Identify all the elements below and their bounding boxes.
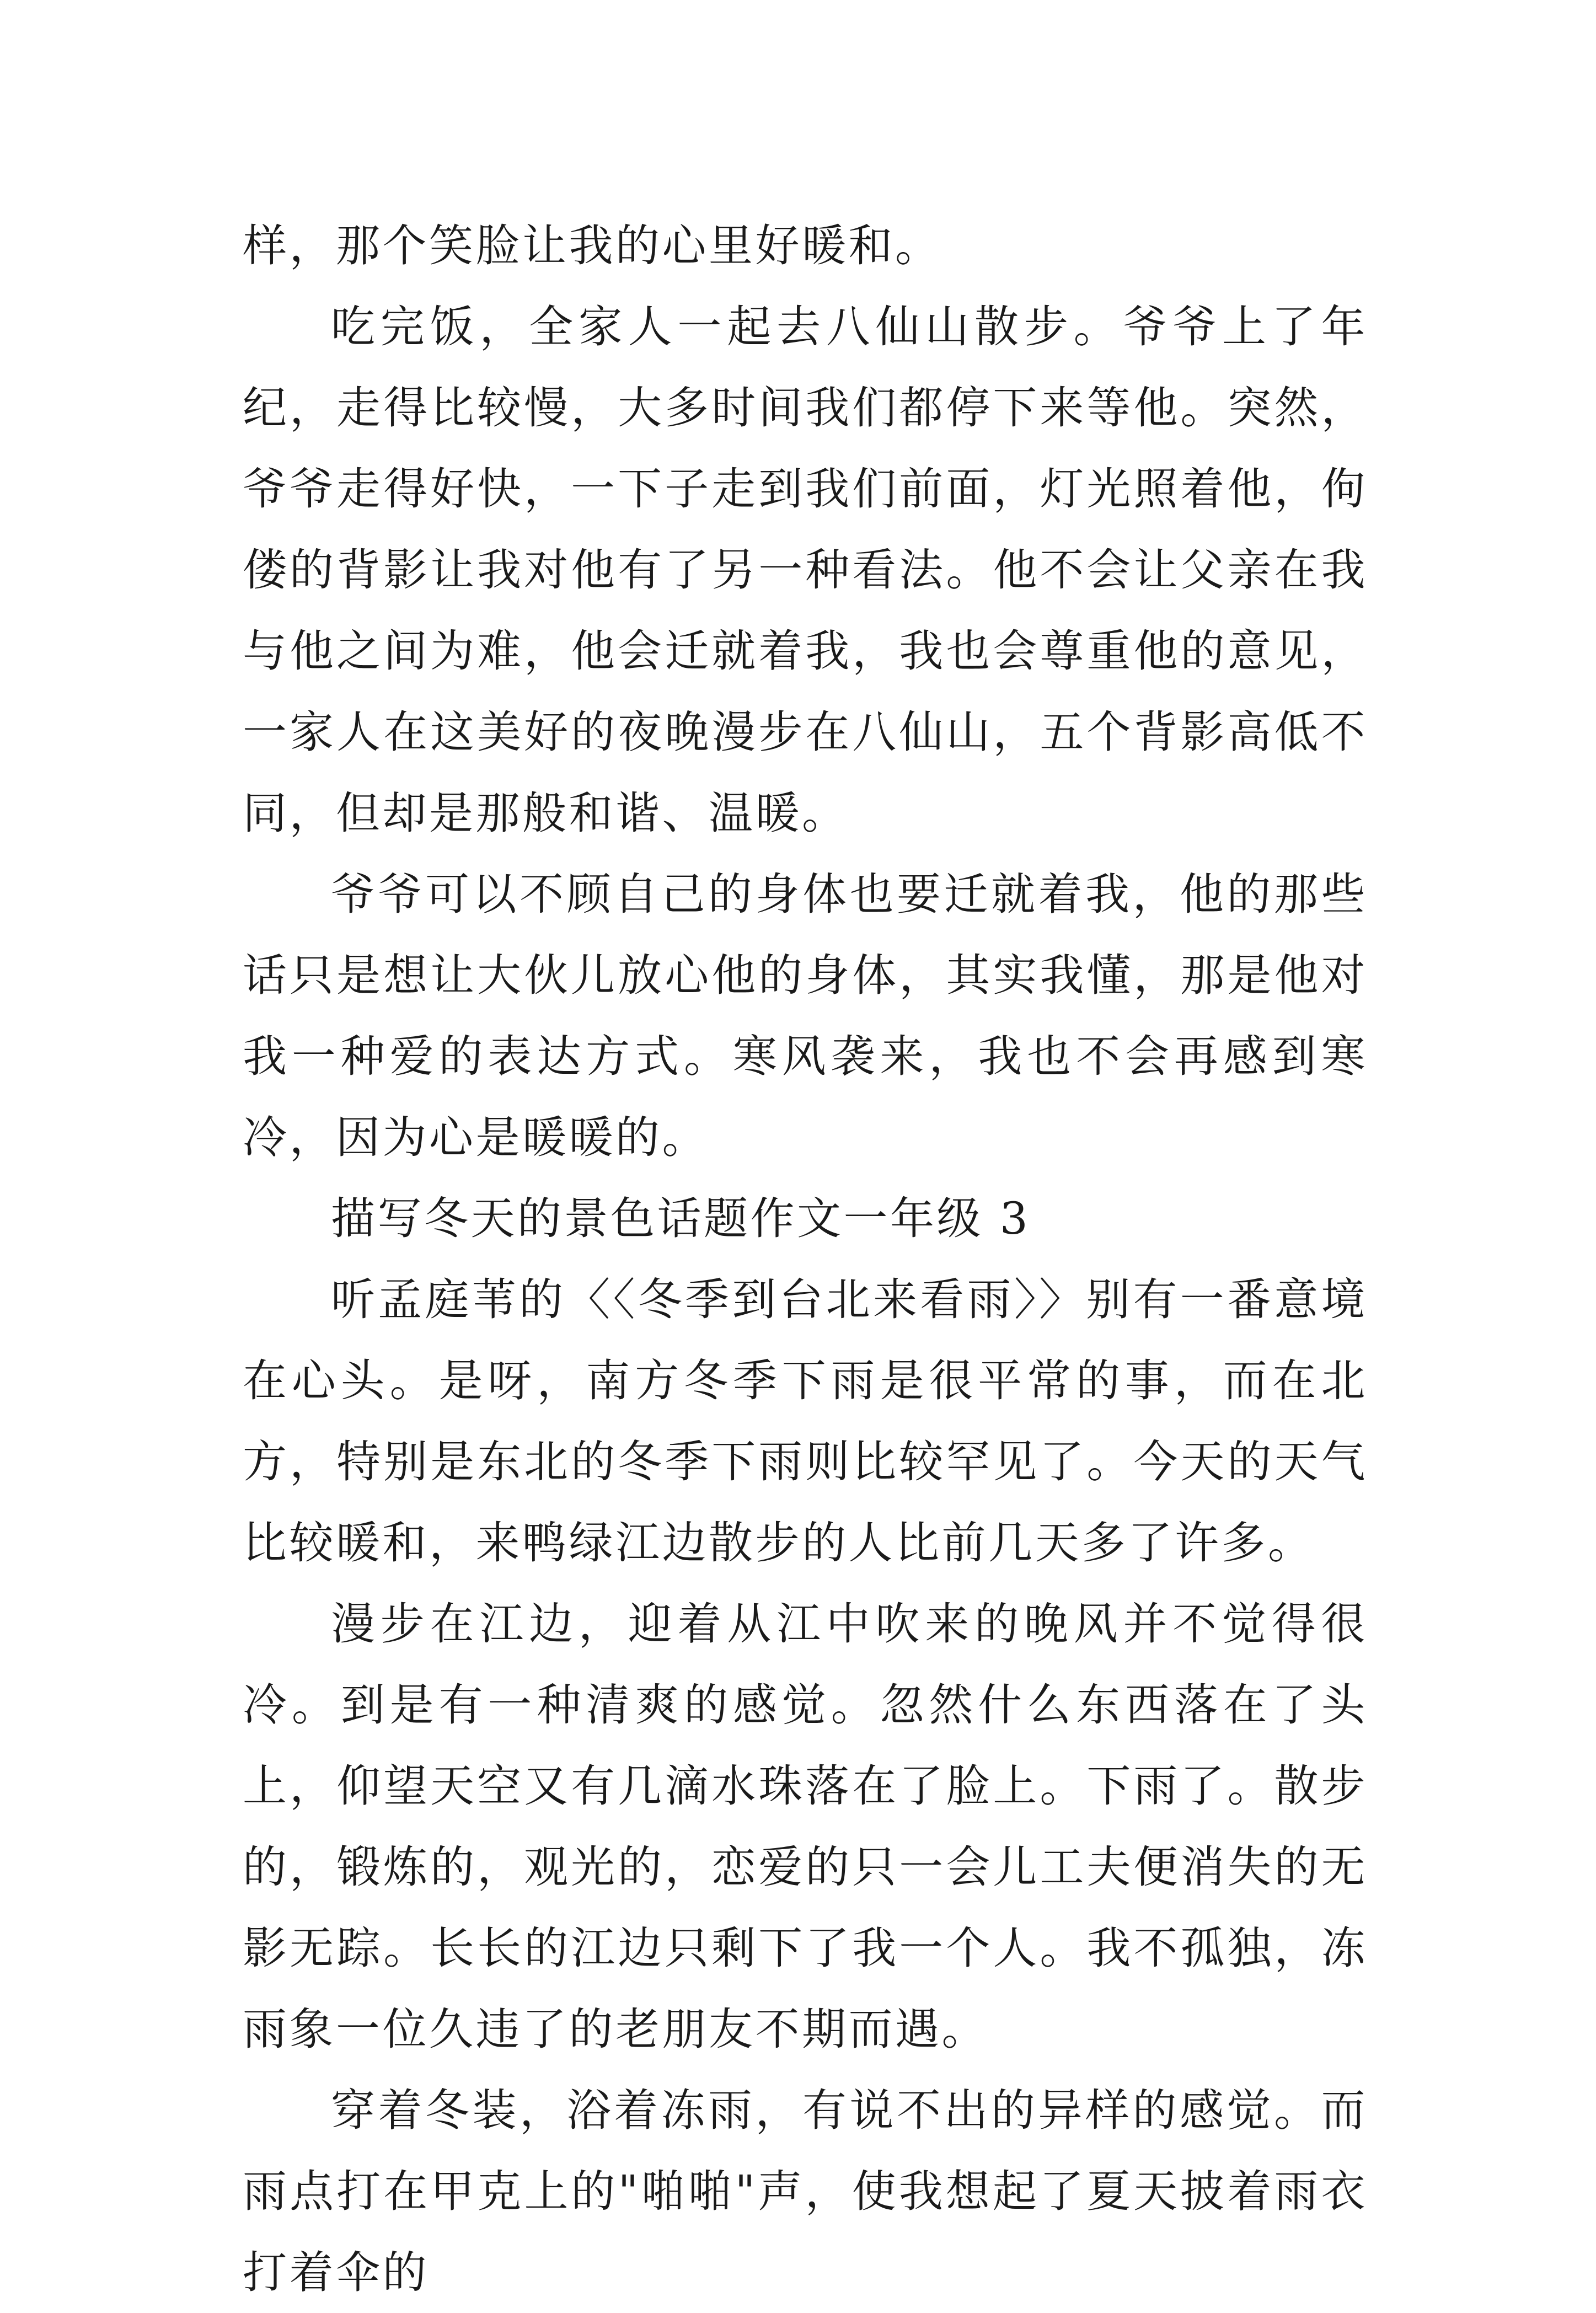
- paragraph-5: 漫步在江边，迎着从江中吹来的晚风并不觉得很冷。到是有一种清爽的感觉。忽然什么东西落在了头上，仰望天空又有几滴水珠落在了脸上。下雨了。散步的，锻炼的，观光的，恋爱的只一会儿工夫便消失的无影无踪。长长的江边只剩下了我一个人。我不孤独，冻雨象一位久违了的老朋友不期而遇。: [243, 1598, 1368, 2055]
- paragraph-4: 听孟庭苇的〈〈冬季到台北来看雨〉〉别有一番意境在心头。是呀，南方冬季下雨是很平常的事，而在北方，特别是东北的冬季下雨则比较罕见了。今天的天气比较暖和，来鸭绿江边散步的人比前几天多了许多。: [243, 1274, 1368, 1568]
- paragraph-2: 吃完饭，全家人一起去八仙山散步。爷爷上了年纪，走得比较慢，大多时间我们都停下来等他。突然，爷爷走得好快，一下子走到我们前面，灯光照着他，佝偻的背影让我对他有了另一种看法。他不会让父亲在我与他之间为难，他会迁就着我，我也会尊重他的意见，一家人在这美好的夜晚漫步在八仙山，五个背影高低不同，但却是那般和谐、温暖。: [243, 301, 1368, 839]
- paragraph-3: 爷爷可以不顾自己的身体也要迁就着我，他的那些话只是想让大伙儿放心他的身体，其实我懂，那是他对我一种爱的表达方式。寒风袭来，我也不会再感到寒冷，因为心是暖暖的。: [243, 869, 1368, 1163]
- paragraph-1: 样，那个笑脸让我的心里好暖和。: [243, 220, 942, 271]
- document-body: [243, 205, 1368, 2313]
- section-heading: 描写冬天的景色话题作文一年级 3: [331, 1193, 1031, 1244]
- paragraph-6: 穿着冬装，浴着冻雨，有说不出的异样的感觉。而雨点打在甲克上的"啪啪"声，使我想起了夏天披着雨衣打着伞的: [243, 2085, 1368, 2298]
